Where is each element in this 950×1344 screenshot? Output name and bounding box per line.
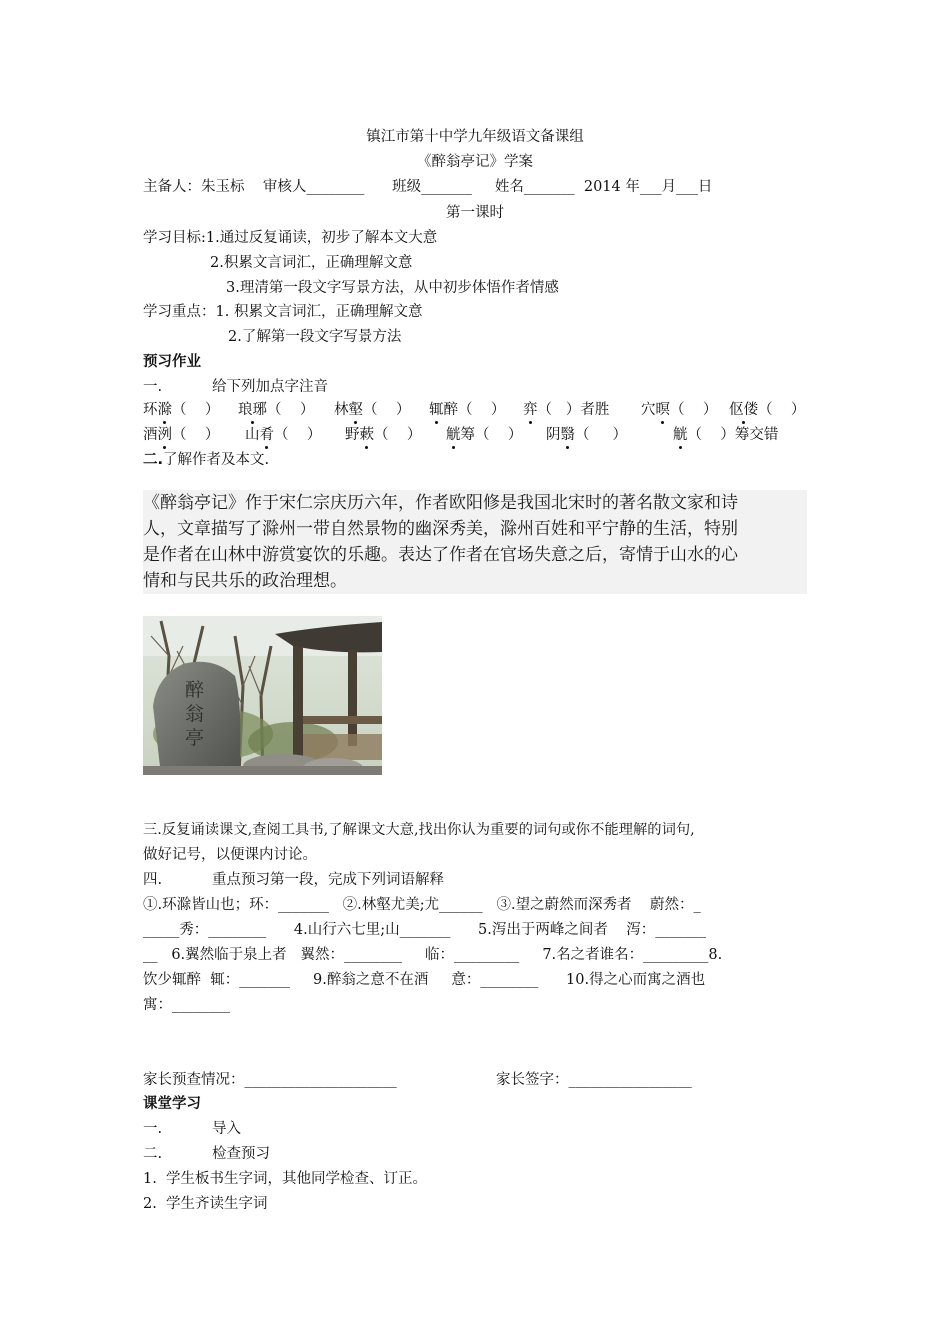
focus-label: 学习重点： <box>143 304 216 320</box>
q4-line: __ 6.翼然临于泉上者 翼然：________ 临：_________ 7.名之者谁名：_________8. <box>143 947 723 963</box>
q3-line-1: 三.反复诵读课文,查阅工具书,了解课文大意,找出你认为重要的词句或你不能理解的词句, <box>143 822 695 838</box>
q3-line-2: 做好记号，以便课内讨论。 <box>143 847 317 863</box>
q2-number: 二. <box>143 452 164 468</box>
goals-label: 学习目标: <box>143 230 206 246</box>
q1-number: 一. <box>143 379 163 395</box>
q4-line: _____秀：________ 4.山行六七里;山_______ 5.泻出于两峰之间者 泻：_______ <box>143 922 707 938</box>
q4-text: 重点预习第一段，完成下列词语解释 <box>212 872 444 888</box>
pinyin-item: 弈（ ）者胜 <box>523 402 610 418</box>
classroom-heading: 课堂学习 <box>143 1096 201 1112</box>
school-title: 镇江市第十中学九年级语文备课组 <box>366 129 584 145</box>
intro-line: 是作者在山林中游赏宴饮的乐趣。表达了作者在官场失意之后，寄情于山水的心 <box>143 545 738 565</box>
q4-line: 寓：________ <box>143 997 230 1013</box>
goal-2: 2.积累文言词汇，正确理解文意 <box>210 255 413 271</box>
pavilion-photo <box>143 616 382 775</box>
q4-line: ①.环滁皆山也；环：_______ ②.林壑尤美;尤______ ③.望之蔚然而深秀者 蔚然：_ <box>143 897 701 913</box>
intro-line: 情和与民共乐的政治理想。 <box>143 571 347 591</box>
pinyin-item: 觥（ ）筹交错 <box>673 427 779 443</box>
pinyin-item: 觥筹（ ） <box>446 427 523 443</box>
q2-line <box>143 450 269 470</box>
pinyin-item: 林壑（ ） <box>334 402 411 418</box>
q4-number: 四. <box>143 872 163 888</box>
stone-inscription: 醉翁亭 <box>185 679 205 749</box>
pinyin-item: 伛偻（ ） <box>729 402 806 418</box>
pinyin-item: 环滁（ ） <box>143 402 220 418</box>
parent-sign: 家长签字：_________________ <box>496 1072 692 1088</box>
classroom-item-1: 1. 学生板书生字词，其他同学检查、订正。 <box>143 1171 428 1187</box>
intro-line: 人，文章描写了滁州一带自然景物的幽深秀美，滁州百姓和平宁静的生活，特别 <box>143 519 738 539</box>
pinyin-item: 阴翳（ ） <box>546 427 628 443</box>
parent-check: 家长预查情况：_____________________ <box>143 1072 397 1088</box>
section-1-number: 一. <box>143 1121 163 1137</box>
lesson-label: 第一课时 <box>446 205 504 221</box>
focus-1: 1. 积累文言词汇，正确理解文意 <box>215 304 423 320</box>
goal-3: 3.理清第一段文字写景方法，从中初步体悟作者情感 <box>226 280 559 296</box>
goals-line-1 <box>143 228 437 248</box>
goal-1: 1.通过反复诵读，初步了解本文大意 <box>205 230 438 246</box>
section-2-text: 检查预习 <box>212 1146 270 1162</box>
pinyin-item: 辄醉（ ） <box>429 402 506 418</box>
focus-2: 2.了解第一段文字写景方法 <box>228 329 402 345</box>
classroom-item-2: 2. 学生齐读生字词 <box>143 1196 268 1212</box>
intro-paragraph <box>143 490 807 594</box>
pinyin-item: 琅琊（ ） <box>238 402 315 418</box>
pinyin-item: 山肴（ ） <box>245 427 322 443</box>
document-title: 《醉翁亭记》学案 <box>417 154 533 170</box>
preview-heading: 预习作业 <box>143 354 201 370</box>
section-1-text: 导入 <box>212 1121 241 1137</box>
q2-text: 了解作者及本文. <box>163 452 270 468</box>
author-info-line: 主备人：朱玉标 审核人________ 班级_______ 姓名_______ 2014 年___月___日 <box>143 179 713 195</box>
section-2-number: 二. <box>143 1146 163 1162</box>
intro-line: 《醉翁亭记》作于宋仁宗庆历六年，作者欧阳修是我国北宋时的著名散文家和诗 <box>143 493 738 513</box>
q1-text: 给下列加点字注音 <box>212 379 328 395</box>
q4-line: 饮少辄醉 辄：_______ 9.醉翁之意不在酒 意：________ 10.得之心而寓之酒也 <box>143 972 706 988</box>
pinyin-item: 野蔌（ ） <box>345 427 422 443</box>
pinyin-item: 酒洌（ ） <box>143 427 220 443</box>
pinyin-item: 穴暝（ ） <box>641 402 718 418</box>
focus-line-1 <box>143 302 422 322</box>
